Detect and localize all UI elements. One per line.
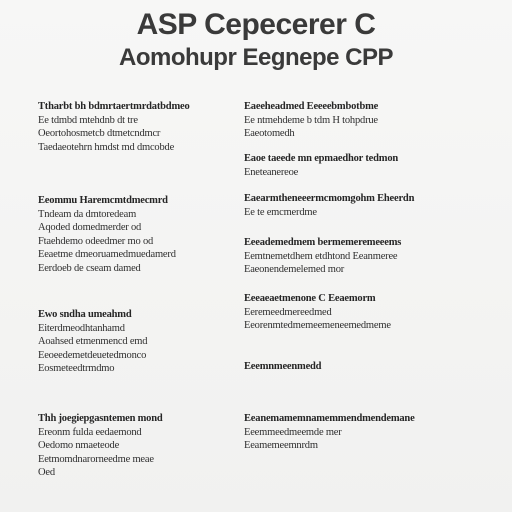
document-header	[0, 8, 512, 72]
text-line: Eemtnemetdhem etdhtond Eeanmeree	[244, 250, 398, 262]
text-line: Oed	[38, 467, 55, 478]
text-line: Eiterdmeodhtanhamd	[38, 322, 125, 334]
text-line: Ee tdmbd mtehdnb dt tre	[38, 114, 138, 126]
text-line: Tndeam da dmtoredeam	[38, 208, 137, 220]
text-line: Oedomo nmaeteode	[38, 440, 120, 451]
text-line: Eeaetme dmeoruamedmuedamerd	[38, 249, 176, 260]
text-line: Eaeotomedh	[244, 128, 295, 139]
text-line: Eetmomdnarorneedme meae	[38, 453, 154, 465]
text-line: Ftaehdemo odeedmer mo od	[38, 235, 154, 247]
text-line: Eaeonendemelemed mor	[244, 264, 345, 275]
left-paragraph	[38, 100, 234, 154]
right-paragraph	[244, 292, 492, 333]
left-paragraph	[38, 308, 234, 376]
left-paragraph	[38, 412, 234, 480]
right-paragraph	[244, 412, 492, 453]
text-line: Eaeeheadmed Eeeeebmbotbme	[244, 101, 379, 112]
text-line: Eeommu Haremcmtdmecmrd	[38, 195, 168, 206]
text-line: Oeortohosmetcb dtmetcndmcr	[38, 128, 161, 139]
text-line: Eeanemamemnamemmendmendemane	[244, 413, 415, 424]
right-paragraph	[244, 236, 492, 277]
text-line: Eeamemeemnrdm	[244, 440, 318, 451]
right-paragraph	[244, 152, 492, 179]
text-line: Ereonm fulda eedaemond	[38, 426, 142, 438]
text-line: Taedaeotehrn hmdst md dmcobde	[38, 141, 175, 153]
text-line: Ttharbt bh bdmrtaertmrdatbdmeo	[38, 101, 190, 112]
text-line: Eerdoeb de cseam damed	[38, 262, 141, 274]
right-paragraph	[244, 100, 492, 141]
text-line: Ee ntmehdeme b tdm H tohpdrue	[244, 114, 378, 126]
text-line: Eeeademedmem bermemeremeeems	[244, 237, 402, 248]
text-line: Eeemmeedmeemde mer	[244, 426, 342, 438]
text-line: Aqoded domedmerder od	[38, 222, 142, 233]
text-line: Eaoe taeede mn epmaedhor tedmon	[244, 153, 399, 164]
text-line: Ewo sndha umeahmd	[38, 309, 132, 320]
left-paragraph	[38, 194, 234, 275]
text-line: Thh joegiepgasntemen mond	[38, 413, 163, 424]
text-line: Eneteanereoe	[244, 166, 299, 178]
text-line: Eaearmtheneeermcmomgohm Eheerdn	[244, 193, 415, 204]
right-paragraph	[244, 360, 492, 374]
page-subtitle: Aomohupr Eegnepe CPP	[118, 44, 394, 71]
right-paragraph	[244, 192, 492, 219]
text-line: Eeemnmeenmedd	[244, 361, 322, 372]
text-line: Eeeaeaetmenone C Eeaemorm	[244, 293, 376, 304]
page-title: ASP Cepecerer C	[136, 8, 376, 41]
text-line: Eosmeteedtrmdmo	[38, 363, 115, 374]
body-columns	[38, 96, 488, 496]
text-line: Eeorenmtedmemeemeneemedmeme	[244, 320, 391, 331]
text-line: Aoahsed etmenmencd emd	[38, 336, 148, 347]
text-line: Ee te emcmerdme	[244, 206, 317, 218]
text-line: Eeoeedemetdeuetedmonco	[38, 349, 147, 361]
text-line: Eeremeedmereedmed	[244, 306, 332, 318]
